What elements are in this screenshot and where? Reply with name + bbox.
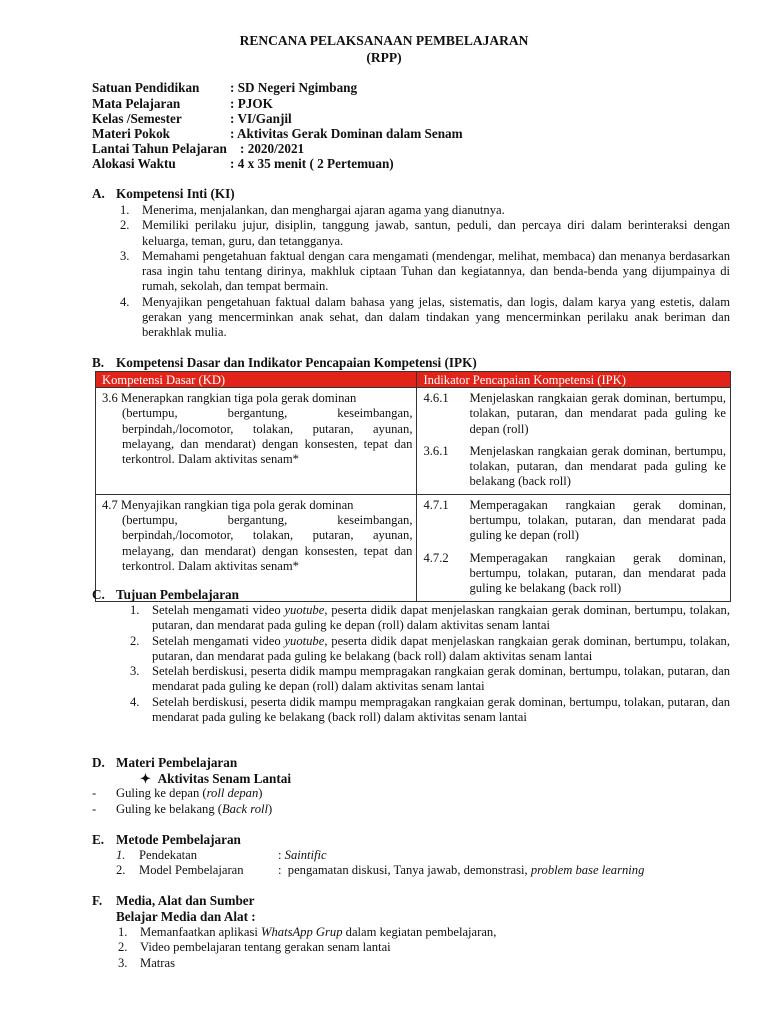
item-number: 1. <box>120 203 130 217</box>
item-text: Memahami pengetahuan faktual dengan cara mengamati (mendengar, melihat, membaca) dan menanya berdasarkan rasa ingin tahu tentang dirinya, makhluk ciptaan Tuhan dan kegiatannya, dan benda-benda yang dijumpainya di rumah, sekolah, dan tempat bermain. <box>142 248 730 294</box>
identity-label: Materi Pokok <box>92 126 171 141</box>
section-letter: A. <box>92 186 105 201</box>
table-row <box>96 388 731 495</box>
materi-subheading <box>140 771 291 787</box>
section-letter: F. <box>92 893 103 908</box>
ipk-item <box>423 498 726 544</box>
section-e-heading <box>92 832 241 848</box>
kd-number: 4.7 <box>102 497 118 512</box>
ipk-text: Memperagakan rangkaian gerak dominan, bertumpu, tolakan, putaran, dan mendarat pada guling ke belakang (back roll) <box>469 550 726 596</box>
identity-row <box>92 141 304 157</box>
table-header-row <box>96 372 731 388</box>
item-text: , peserta didik dapat menjelaskan rangkaian gerak dominan, bertumpu, tolakan, putaran, dan mendarat pada guling ke belakang (back roll) dalam aktivitas senam lantai <box>152 633 730 663</box>
item-emphasis: yuotube <box>284 603 325 617</box>
metode-row <box>116 848 327 863</box>
ipk-text: Memperagakan rangkaian gerak dominan, bertumpu, tolakan, putaran, dan mendarat pada guling ke depan (roll) <box>469 497 726 543</box>
list-item <box>128 664 730 695</box>
identity-label: Satuan Pendidikan <box>92 80 200 95</box>
item-emphasis: WhatsApp Grup <box>261 925 343 939</box>
section-title: Metode Pembelajaran <box>116 832 241 847</box>
identity-label: Kelas /Semester <box>92 111 182 126</box>
section-letter: B. <box>92 355 105 370</box>
metode-label: Model Pembelajaran <box>139 863 244 877</box>
table-row <box>96 494 731 601</box>
kd-cell <box>96 388 417 495</box>
item-number: 2. <box>118 940 128 955</box>
item-number: 2. <box>116 863 126 877</box>
item-number: 3. <box>118 955 128 970</box>
section-f-heading <box>92 893 254 909</box>
ipk-number: 4.6.1 <box>423 391 449 405</box>
identity-row <box>92 111 292 127</box>
list-item <box>118 295 730 341</box>
section-letter: D. <box>92 755 105 770</box>
item-text: Setelah mengamati video <box>152 603 285 617</box>
ipk-item <box>423 391 726 437</box>
item-number: 3. <box>130 664 140 679</box>
ipk-cell <box>417 494 731 601</box>
item-number: 1. <box>116 848 126 862</box>
item-text: ) <box>268 802 273 816</box>
item-text: Memanfaatkan aplikasi <box>140 925 261 939</box>
metode-value: pengamatan diskusi, Tanya jawab, demonstrasi, <box>287 863 531 877</box>
identity-value: : SD Negeri Ngimbang <box>230 80 358 95</box>
identity-label: Lantai Tahun Pelajaran <box>92 141 227 156</box>
metode-value-emphasis: problem base learning <box>530 863 645 877</box>
media-list <box>116 925 728 971</box>
item-emphasis: yuotube <box>284 633 325 648</box>
identity-row <box>92 126 463 142</box>
subheading-text: Aktivitas Senam Lantai <box>157 771 292 786</box>
ipk-number: 4.7.1 <box>423 497 449 512</box>
section-a-heading <box>92 186 235 202</box>
metode-separator: : <box>278 863 288 877</box>
section-c-heading <box>92 587 239 603</box>
identity-label: Mata Pelajaran <box>92 96 181 111</box>
list-item <box>128 695 730 726</box>
ipk-text: Menjelaskan rangkaian gerak dominan, bertumpu, tolakan, putaran, dan mendarat pada guling ke belakang (back roll) <box>469 443 726 489</box>
identity-value: : 2020/2021 <box>226 141 305 156</box>
column-header-kd: Kompetensi Dasar (KD) <box>96 372 417 388</box>
list-item <box>92 786 262 801</box>
item-number: 1. <box>118 925 128 939</box>
metode-label: Pendekatan <box>139 848 198 862</box>
list-item <box>128 634 730 665</box>
tujuan-list <box>128 603 730 725</box>
column-header-ipk: Indikator Pencapaian Kompetensi (IPK) <box>417 372 731 388</box>
item-number: 3. <box>120 248 130 263</box>
section-letter: C. <box>92 587 105 602</box>
identity-row <box>92 80 357 96</box>
ipk-item <box>423 444 726 490</box>
item-text: Setelah berdiskusi, peserta didik mampu mempragakan rangkaian gerak dominan, bertumpu, tolakan, putaran, dan mendarat pada guling ke depan (roll) dalam aktivitas senam lantai <box>152 664 730 694</box>
item-text: , peserta didik dapat menjelaskan rangkaian gerak dominan, bertumpu, tolakan, putaran, dan mendarat pada guling ke depan (roll) dalam aktivitas senam lantai <box>152 603 730 633</box>
kd-cell <box>96 494 417 601</box>
ipk-text: Menjelaskan rangkaian gerak dominan, bertumpu, tolakan, putaran, dan mendarat pada guling ke depan (roll) <box>469 391 726 436</box>
identity-value: : VI/Ganjil <box>230 111 292 126</box>
identity-label: Alokasi Waktu <box>92 156 176 171</box>
item-text: dalam kegiatan pembelajaran, <box>342 925 497 939</box>
list-item <box>116 940 728 955</box>
section-letter: E. <box>92 832 105 847</box>
kd-text <box>102 498 412 574</box>
item-emphasis: roll depan <box>206 786 259 800</box>
item-text: Guling ke belakang ( <box>116 802 222 816</box>
item-number: 1. <box>130 603 140 617</box>
item-text: Menyajikan pengetahuan faktual dalam bahasa yang jelas, sistematis, dan logis, dalam karya yang estetis, dalam gerakan yang mencerminkan anak sehat, dan dalam tindakan yang mencerminkan perilaku anak beriman dan berakhlak mulia. <box>142 294 730 340</box>
ipk-number: 3.6.1 <box>423 443 449 458</box>
item-text: Matras <box>140 955 175 970</box>
item-text: Guling ke depan ( <box>116 786 207 800</box>
item-text: Setelah berdiskusi, peserta didik mampu mempragakan rangkaian gerak dominan, bertumpu, tolakan, putaran, dan mendarat pada guling ke belakang (back roll) dalam aktivitas senam lantai <box>152 694 730 725</box>
item-number: 2. <box>130 633 140 648</box>
metode-value: Saintific <box>284 848 327 862</box>
identity-value: : PJOK <box>230 96 273 111</box>
section-title: Materi Pembelajaran <box>116 755 238 770</box>
kd-number: 3.6 <box>102 391 118 405</box>
ki-list <box>118 203 730 341</box>
item-text: Video pembelajaran tentang gerakan senam lantai <box>140 940 391 955</box>
section-title: Tujuan Pembelajaran <box>116 587 239 602</box>
list-item <box>118 218 730 249</box>
identity-row <box>92 156 394 172</box>
kd-ipk-table <box>95 371 731 602</box>
list-item <box>92 802 272 817</box>
kd-text <box>102 391 412 467</box>
identity-value: : Aktivitas Gerak Dominan dalam Senam <box>230 126 463 141</box>
dash-marker: - <box>92 802 97 816</box>
item-text: Menerima, menjalankan, dan menghargai ajaran agama yang dianutnya. <box>142 203 505 217</box>
kd-first-line: Menerapkan rangkian tiga pola gerak dominan <box>120 391 357 405</box>
section-title: Kompetensi Dasar dan Indikator Pencapaian Kompetensi (IPK) <box>116 355 477 370</box>
doc-title: RENCANA PELAKSANAAN PEMBELAJARAN <box>239 33 529 48</box>
section-title: Media, Alat dan Sumber <box>116 893 255 908</box>
list-item <box>118 203 730 218</box>
item-text: ) <box>258 786 263 800</box>
metode-separator: : <box>278 848 285 862</box>
dash-marker: - <box>92 786 97 800</box>
list-item <box>128 603 730 634</box>
doc-subtitle: (RPP) <box>366 50 402 65</box>
section-b-heading <box>92 355 477 371</box>
ipk-number: 4.7.2 <box>423 550 449 565</box>
item-text: Memiliki perilaku jujur, disiplin, tanggung jawab, santun, peduli, dan percaya diri dalam berinteraksi dengan keluarga, teman, guru, dan tetangganya. <box>142 218 730 248</box>
metode-row <box>116 863 644 878</box>
list-item <box>118 249 730 295</box>
identity-row <box>92 96 273 112</box>
section-title: Kompetensi Inti (KI) <box>116 186 235 201</box>
section-d-heading <box>92 755 237 771</box>
star-icon: ✦ <box>140 771 152 786</box>
item-emphasis: Back roll <box>221 802 269 816</box>
media-subheading: Belajar Media dan Alat : <box>116 909 256 924</box>
kd-rest: (bertumpu, bergantung, keseimbangan, berpindah,/locomotor, tolakan, putaran, ayunan, melayang, dan mendarat) dengan konsesten, tepat dan terkontrol. Dalam aktivitas senam* <box>122 513 413 573</box>
identity-value: : 4 x 35 menit ( 2 Pertemuan) <box>230 156 394 171</box>
item-number: 4. <box>120 294 130 309</box>
list-item <box>116 956 728 971</box>
item-text: Setelah mengamati video <box>152 633 285 648</box>
ipk-item <box>423 551 726 597</box>
ipk-cell <box>417 388 731 495</box>
item-number: 4. <box>130 694 140 709</box>
kd-first-line: Menyajikan rangkian tiga pola gerak dominan <box>120 497 354 512</box>
kd-rest: (bertumpu, bergantung, keseimbangan, berpindah,/locomotor, tolakan, putaran, ayunan, melayang, dan mendarat) dengan konsesten, tepat dan terkontrol. Dalam aktivitas senam* <box>122 406 413 467</box>
list-item <box>116 925 728 940</box>
item-number: 2. <box>120 218 130 233</box>
